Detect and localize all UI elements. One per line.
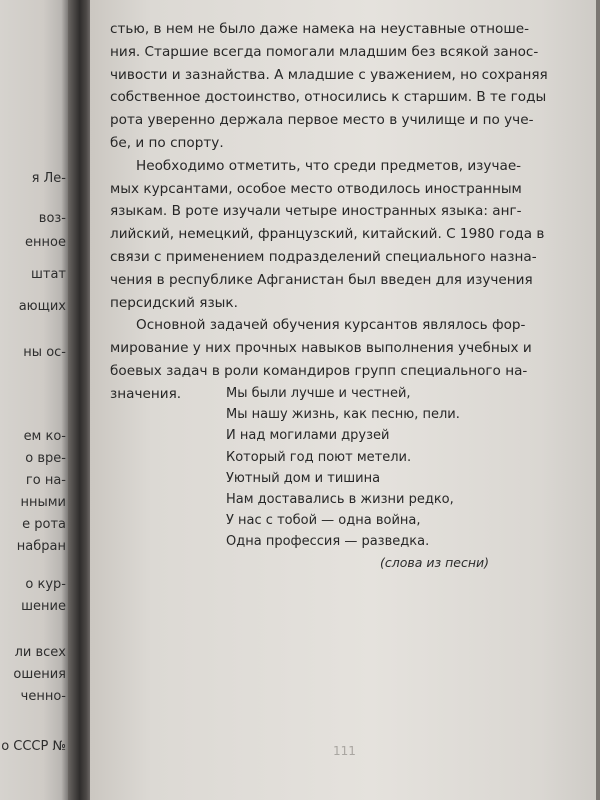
poem-line: У нас с тобой — одна война, [226, 513, 421, 529]
left-page-fragment: шение [21, 599, 66, 614]
left-page-fragment: ем ко- [23, 429, 66, 444]
poem-line: Мы нашу жизнь, как песню, пели. [226, 407, 460, 423]
left-page-fragment: набран [16, 539, 66, 554]
text-line: лийский, немецкий, французский, китайский. С 1980 года в [110, 226, 545, 243]
left-page-fragment: ающих [18, 299, 66, 314]
text-line: рота уверенно держала первое место в училище и по уче- [110, 112, 534, 129]
left-page [0, 0, 72, 800]
body-text [110, 18, 562, 406]
left-page-fragment: ченно- [20, 689, 66, 704]
text-line: чения в республике Афганистан был введен для изучения [110, 271, 533, 288]
left-page-fragment: воз- [38, 211, 66, 226]
poem-line: И над могилами друзей [226, 428, 390, 444]
left-page-fragment: го на- [25, 473, 66, 488]
poem-attribution: (слова из песни) [380, 555, 490, 570]
text-line: значения. [110, 385, 182, 402]
text-line: чивости и зазнайства. А младшие с уважением, но сохраняя [110, 66, 548, 83]
left-page-fragment: нными [20, 495, 66, 510]
left-page-fragment: о вре- [25, 451, 66, 466]
left-page-fragment: о кур- [25, 577, 66, 592]
left-page-fragment: штат [30, 267, 66, 282]
text-line: Основной задачей обучения курсантов являлось фор- [136, 317, 526, 334]
poem-line: Одна профессия — разведка. [226, 534, 430, 550]
left-page-fragment: ли всех [14, 645, 66, 660]
left-page-fragment: о СССР № [1, 739, 66, 754]
left-page-fragment: енное [25, 235, 66, 250]
poem-line: Нам доставались в жизни редко, [226, 492, 454, 508]
left-page-fragment: я Ле- [31, 171, 66, 186]
body-paragraph [110, 155, 562, 315]
table-edge [596, 0, 600, 800]
left-page-fragment: ны ос- [23, 345, 66, 360]
text-line: мирование у них прочных навыков выполнения учебных и [110, 340, 532, 357]
text-line: ния. Старшие всегда помогали младшим без всякой занос- [110, 43, 539, 60]
song-poem [226, 383, 460, 553]
text-line: боевых задач в роли командиров групп специального на- [110, 362, 528, 379]
body-paragraph [110, 18, 562, 155]
poem-line: Мы были лучше и честней, [226, 386, 411, 401]
text-line: мых курсантами, особое место отводилось иностранным [110, 180, 522, 197]
text-line: бе, и по спорту. [110, 134, 224, 151]
poem-line: Который год поют метели. [226, 449, 412, 465]
left-page-fragment: е рота [22, 517, 66, 532]
text-line: персидский язык. [110, 294, 238, 311]
text-line: Необходимо отметить, что среди предметов, изучае- [136, 157, 522, 174]
page-number: 111 [333, 744, 356, 758]
text-line: языкам. В роте изучали четыре иностранных языка: анг- [110, 203, 522, 220]
poem-line: Уютный дом и тишина [226, 470, 381, 486]
right-page [90, 0, 600, 800]
text-line: связи с применением подразделений специального назна- [110, 248, 537, 265]
left-page-fragment: ошения [13, 667, 66, 682]
text-line: собственное достоинство, относились к старшим. В те годы [110, 89, 547, 106]
text-line: стью, в нем не было даже намека на неуставные отноше- [110, 21, 530, 37]
